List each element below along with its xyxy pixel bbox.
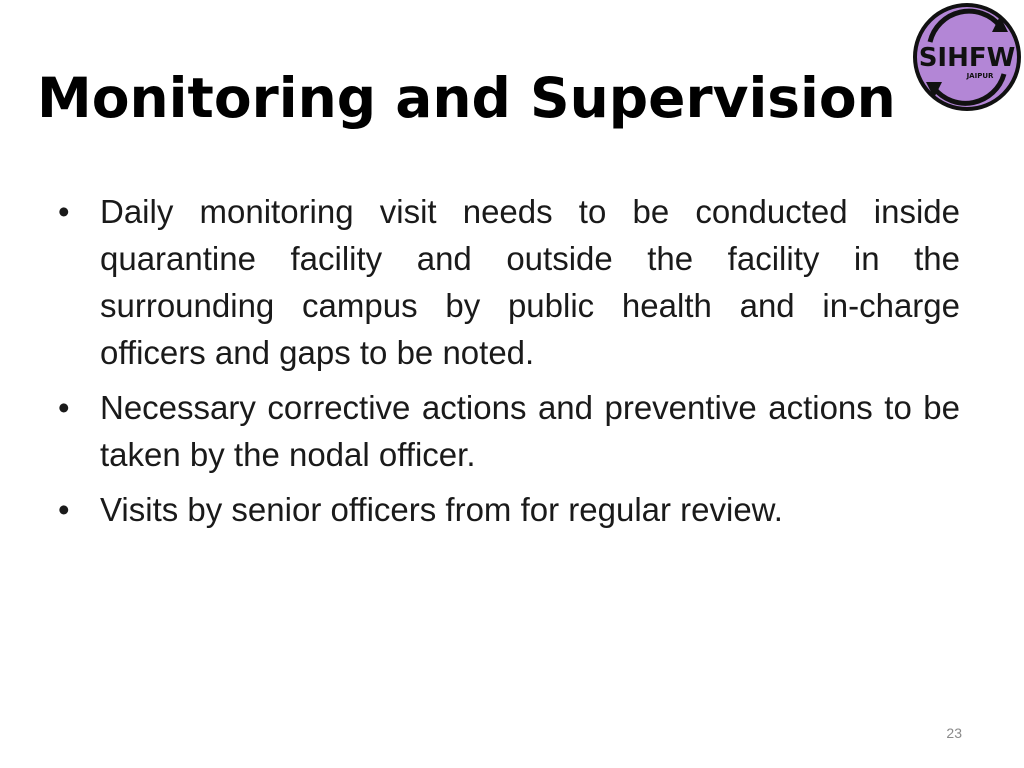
sihfw-logo bbox=[912, 2, 1022, 112]
bullet-item bbox=[58, 384, 960, 478]
bullet-item bbox=[58, 188, 960, 376]
page-number: 23 bbox=[946, 725, 962, 741]
bullet-list bbox=[58, 188, 960, 541]
bullet-item bbox=[58, 486, 960, 533]
bullet-icon: • bbox=[58, 491, 70, 528]
logo-text: SIHFW bbox=[918, 43, 1016, 73]
logo-subtext: JAIPUR bbox=[966, 72, 994, 80]
bullet-text: Daily monitoring visit needs to be conducted inside quarantine facility and outside the facility in the surrounding campus by public health and in-charge officers and gaps to be noted. bbox=[100, 193, 960, 371]
bullet-text: Necessary corrective actions and preventive actions to be taken by the nodal officer. bbox=[100, 389, 960, 473]
bullet-icon: • bbox=[58, 389, 70, 426]
bullet-icon: • bbox=[58, 193, 70, 230]
bullet-text: Visits by senior officers from for regular review. bbox=[100, 491, 783, 528]
slide-title: Monitoring and Supervision bbox=[37, 66, 896, 130]
